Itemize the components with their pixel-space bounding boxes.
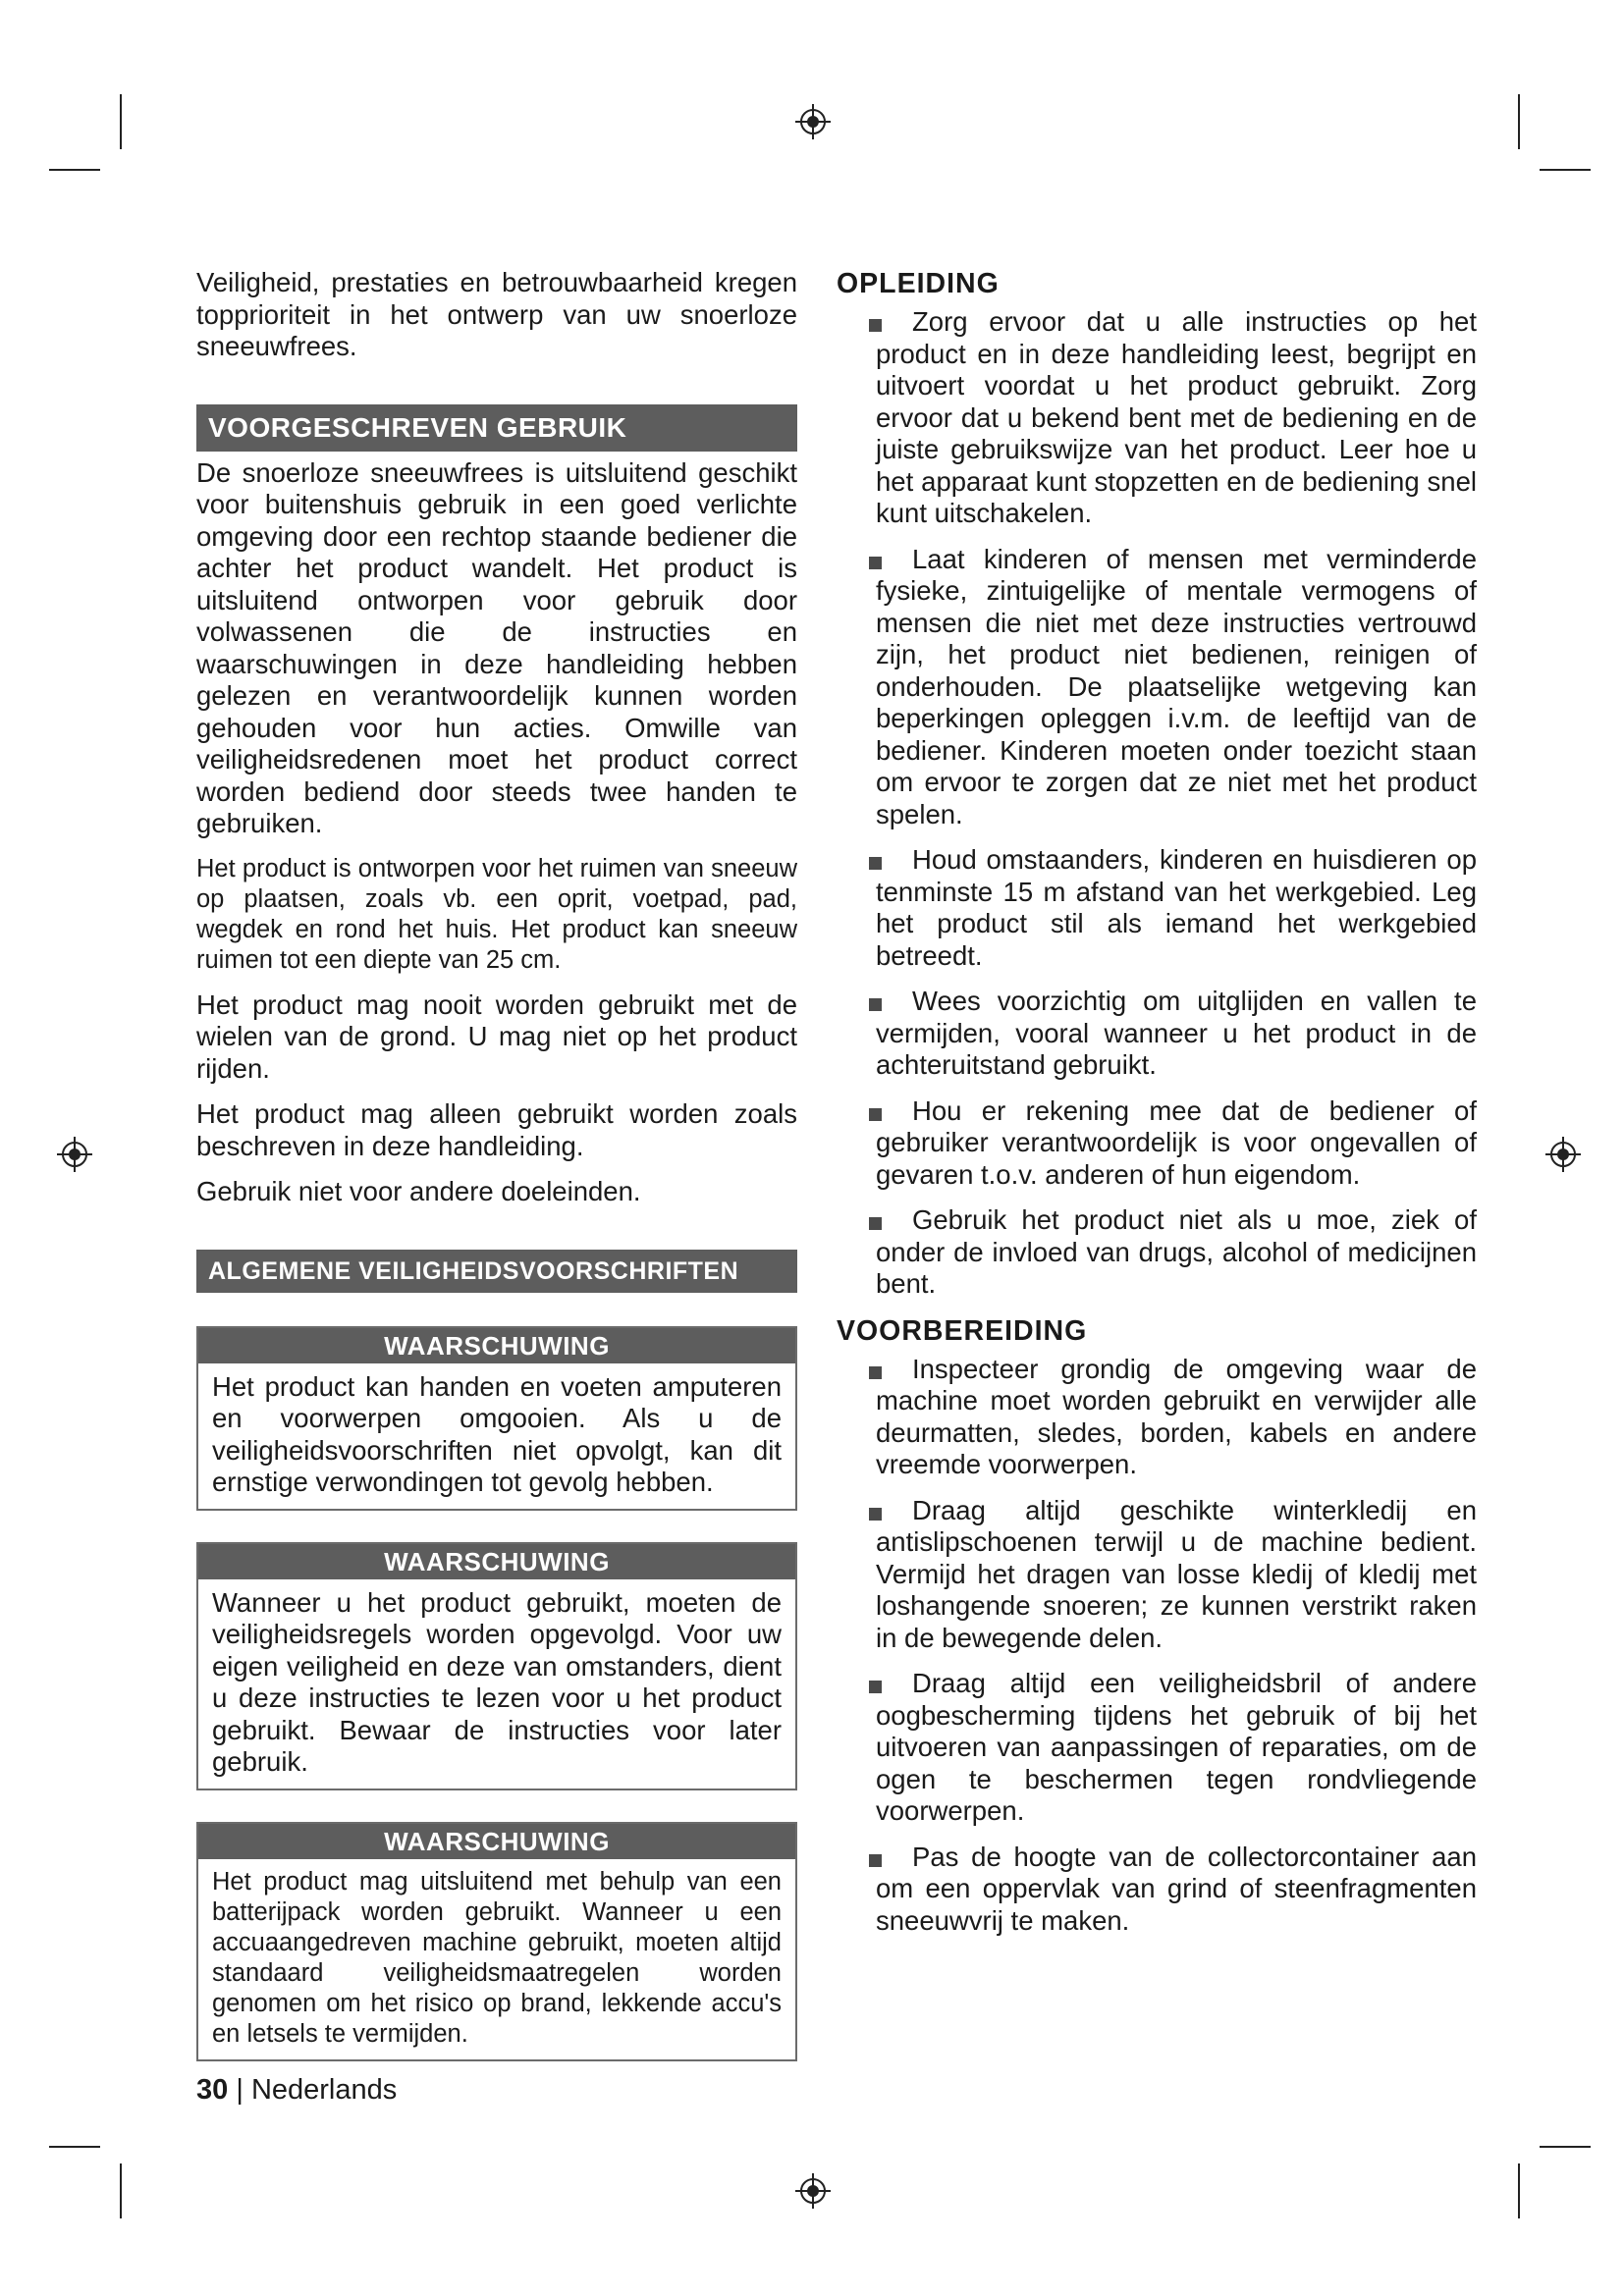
warning-box	[196, 1326, 797, 1511]
footer-language: Nederlands	[250, 2074, 398, 2106]
square-bullet-icon	[869, 857, 882, 870]
warning-box	[196, 1822, 797, 2061]
warning-box	[196, 1542, 797, 1790]
list-item: Inspecteer grondig de omgeving waar de machine moet worden gebruikt en verwijder alle deurmatten, sledes, borden, kabels en andere vreemde voorwerpen.	[876, 1354, 1477, 1481]
intended-use-paragraph: Het product is ontworpen voor het ruimen van sneeuw op plaatsen, zoals vb. een oprit, voetpad, pad, wegdek en rond het huis. Het product kan sneeuw ruimen tot een diepte van 25 cm.	[196, 854, 797, 974]
section-heading-preparation: VOORBEREIDING	[837, 1314, 1088, 1347]
square-bullet-icon	[869, 1366, 882, 1379]
registration-mark-icon	[795, 2173, 831, 2209]
intro-paragraph: Veiligheid, prestaties en betrouwbaarheid kregen topprioriteit in het ontwerp van uw snoerloze sneeuwfrees.	[196, 267, 797, 361]
intended-use-paragraph: De snoerloze sneeuwfrees is uitsluitend geschikt voor buitenshuis gebruik in een goed verlichte omgeving door een rechtop staande bediener die achter het product wandelt. Het product is uitsluitend ontworpen voor gebruik door volwassenen die de instructies en waarschuwingen in deze handleiding hebben gelezen en verantwoordelijk kunnen worden gehouden voor hun acties. Omwille van veiligheidsredenen moet het product correct worden bediend door steeds twee handen te gebruiken.	[196, 456, 797, 838]
crop-mark	[49, 169, 100, 171]
list-item: Draag altijd een veiligheidsbril of andere oogbescherming tijdens het gebruik of bij het uitvoeren van aanpassingen of reparaties, om de ogen te beschermen tegen rondvliegende voorwerpen.	[876, 1668, 1477, 1828]
list-item: Gebruik het product niet als u moe, ziek of onder de invloed van drugs, alcohol of medicijnen bent.	[876, 1204, 1477, 1301]
list-item: Pas de hoogte van de collectorcontainer aan om een oppervlak van grind of steenfragmenten sneeuwvrij te maken.	[876, 1842, 1477, 1938]
crop-mark	[1518, 2163, 1520, 2218]
list-item: Draag altijd geschikte winterkledij en antislipschoenen terwijl u de machine bedient. Vermijd het dragen van losse kledij of kledij met loshangende snoeren; ze kunnen verstrikt raken in de bewegende delen.	[876, 1495, 1477, 1655]
warning-title: WAARSCHUWING	[198, 1824, 795, 1859]
section-heading-intended-use: VOORGESCHREVEN GEBRUIK	[196, 404, 797, 452]
crop-mark	[49, 2146, 100, 2148]
list-item: Hou er rekening mee dat de bediener of gebruiker verantwoordelijk is voor ongevallen of gevaren t.o.v. anderen of hun eigendom.	[876, 1095, 1477, 1192]
registration-mark-icon	[57, 1137, 92, 1172]
list-item: Houd omstaanders, kinderen en huisdieren op tenminste 15 m afstand van het werkgebied. Leg het product stil als iemand het werkgebied betreedt.	[876, 844, 1477, 972]
square-bullet-icon	[869, 319, 882, 332]
square-bullet-icon	[869, 1854, 882, 1867]
registration-mark-icon	[1545, 1137, 1581, 1172]
section-heading-general-safety: ALGEMENE VEILIGHEIDSVOORSCHRIFTEN	[196, 1250, 797, 1293]
crop-mark	[1540, 169, 1591, 171]
intended-use-paragraph: Gebruik niet voor andere doeleinden.	[196, 1176, 641, 1206]
section-heading-training: OPLEIDING	[837, 268, 1000, 299]
footer-separator: |	[236, 2074, 244, 2106]
crop-mark	[120, 94, 122, 149]
list-item: Laat kinderen of mensen met verminderde fysieke, zintuigelijke of mentale vermogens of mensen die niet met deze instructies vertrouwd zijn, het product niet bedienen, reinigen of onderhouden. De plaatselijke wetgeving kan beperkingen opleggen i.v.m. de leeftijd van de bediener. Kinderen moeten onder toezicht staan om ervoor te zorgen dat ze niet met het product spelen.	[876, 544, 1477, 831]
warning-title: WAARSCHUWING	[198, 1328, 795, 1363]
square-bullet-icon	[869, 1508, 882, 1521]
page-number: 30	[196, 2074, 229, 2106]
crop-mark	[1540, 2146, 1591, 2148]
square-bullet-icon	[869, 1217, 882, 1230]
right-column	[837, 267, 1477, 1950]
training-list	[837, 306, 1477, 1301]
square-bullet-icon	[869, 1681, 882, 1693]
square-bullet-icon	[869, 998, 882, 1011]
preparation-list	[837, 1354, 1477, 1938]
list-item: Zorg ervoor dat u alle instructies op het product en in deze handleiding leest, begrijpt en uitvoert voordat u het product gebruikt. Zorg ervoor dat u bekend bent met de bediening en de juiste gebruikswijze van het product. Leer hoe u het apparaat kunt stopzetten en de bediening snel kunt uitschakelen.	[876, 306, 1477, 530]
registration-mark-icon	[795, 104, 831, 139]
intended-use-paragraph: Het product mag nooit worden gebruikt met de wielen van de grond. U mag niet op het product rijden.	[196, 988, 797, 1084]
page-footer	[196, 2073, 397, 2107]
warning-text: Het product mag uitsluitend met behulp van een batterijpack worden gebruikt. Wanneer u een accuaangedreven machine gebruikt, moeten altijd standaard veiligheidsmaatregelen worden genomen om het risico op brand, lekkende accu's en letsels te vermijden.	[212, 1867, 782, 2048]
left-column	[196, 267, 797, 2061]
crop-mark	[1518, 94, 1520, 149]
crop-mark	[120, 2163, 122, 2218]
list-item: Wees voorzichtig om uitglijden en vallen te vermijden, vooral wanneer u het product in de achteruitstand gebruikt.	[876, 986, 1477, 1082]
square-bullet-icon	[869, 557, 882, 569]
warning-text: Het product kan handen en voeten amputeren en voorwerpen omgooien. Als u de veiligheidsvoorschriften niet opvolgt, kan dit ernstige verwondingen tot gevolg hebben.	[212, 1370, 782, 1497]
warning-text: Wanneer u het product gebruikt, moeten de veiligheidsregels worden opgevolgd. Voor uw eigen veiligheid en deze van omstanders, dient u deze instructies te lezen voor u het product gebruikt. Bewaar de instructies voor later gebruik.	[212, 1586, 782, 1777]
square-bullet-icon	[869, 1108, 882, 1121]
warning-title: WAARSCHUWING	[198, 1544, 795, 1579]
intended-use-paragraph: Het product mag alleen gebruikt worden zoals beschreven in deze handleiding.	[196, 1098, 797, 1161]
